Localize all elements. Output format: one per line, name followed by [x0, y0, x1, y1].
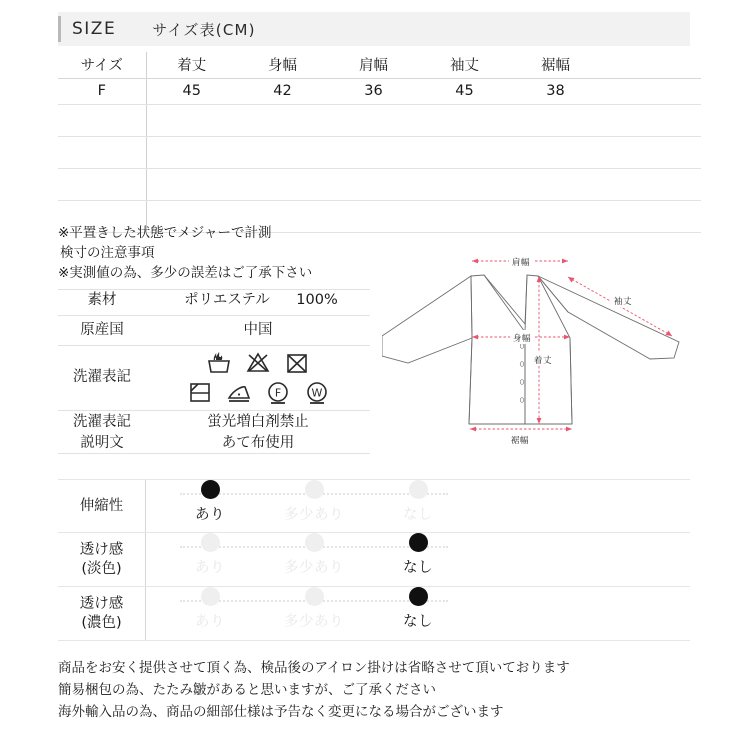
size-table-body: [58, 52, 701, 232]
dryclean-petroleum-f-icon: [265, 379, 291, 405]
rating-dot: [305, 480, 324, 499]
care-symbol-grid: [146, 346, 370, 410]
do-not-bleach-icon: [245, 350, 271, 376]
rating-label-sheerness-light: [58, 533, 146, 586]
rating-label-line-2: (濃色): [81, 614, 122, 631]
size-table-blank-row: [58, 168, 701, 200]
size-cell-chest: 42: [237, 78, 328, 104]
dimension-label-shoulder: 肩幅: [511, 258, 531, 268]
measurement-note-1: ※平置きした状態でメジャーで計測: [58, 225, 272, 241]
rating-option-stretch-1[interactable]: [268, 480, 360, 524]
rating-dot: [201, 587, 220, 606]
dimension-lines: [470, 261, 672, 429]
size-cell-pad: [601, 78, 701, 104]
size-col-header-hem: 裾幅: [510, 52, 601, 78]
size-table: [58, 52, 701, 233]
size-table-blank-row: [58, 136, 701, 168]
spec-value-material: [146, 291, 370, 311]
rating-options: [164, 480, 464, 524]
care-desc-line-2: あて布使用: [221, 434, 295, 451]
care-symbol-row-1: [206, 350, 310, 376]
spec-row-origin: [58, 316, 370, 346]
rating-option-sheerness-light-2[interactable]: [372, 533, 464, 577]
rating-option-sheerness-dark-1[interactable]: [268, 587, 360, 631]
spec-value-care-description: [146, 412, 370, 453]
rating-option-label: 多少あり: [284, 560, 344, 576]
footer-notes: [58, 658, 708, 724]
footer-note-1: 商品をお安く提供させて頂く為、検品後のアイロン掛けは省略させて頂いております: [58, 660, 570, 676]
cardigan-line-drawing: [382, 246, 690, 462]
spec-row-material: [58, 286, 370, 316]
rating-dot: [305, 533, 324, 552]
dimension-label-chest: 身幅: [512, 334, 532, 344]
rating-dot: [409, 587, 428, 606]
button-placket: [520, 344, 523, 403]
size-col-header-chest: 身幅: [237, 52, 328, 78]
rating-row-stretch: [58, 479, 690, 533]
rating-options: [164, 533, 464, 577]
rating-label-sheerness-dark: [58, 587, 146, 640]
dimension-label-sleeve: 袖丈: [613, 297, 633, 307]
rating-dot: [305, 587, 324, 606]
rating-option-sheerness-light-1[interactable]: [268, 533, 360, 577]
spec-label-origin: 原産国: [80, 321, 124, 338]
dimension-label-length: 着丈: [533, 356, 553, 366]
footer-note-2: 簡易梱包の為、たたみ皺があると思いますが、ご了承ください: [58, 681, 436, 698]
spec-row-care-symbols: [58, 346, 370, 411]
spec-value-origin: 中国: [243, 321, 273, 338]
rating-scale-sheerness-light: [164, 533, 464, 586]
size-col-header-size: サイズ: [58, 52, 146, 78]
rating-options: [164, 587, 464, 631]
rating-option-label: なし: [403, 614, 433, 630]
rating-option-sheerness-light-0[interactable]: [164, 533, 256, 577]
rating-option-label: あり: [195, 614, 225, 630]
measurement-note-3: ※実測値の為、多少の誤差はご了承下さい: [58, 264, 313, 281]
rating-dot: [409, 480, 428, 499]
spec-label-care-description: [58, 412, 146, 453]
rating-label-line-2: (淡色): [81, 560, 122, 577]
header-accent-bar: [58, 16, 61, 42]
svg-text:W: W: [311, 386, 322, 400]
rating-scale-sheerness-dark: [164, 587, 464, 640]
dimension-label-hem: 裾幅: [510, 436, 530, 446]
care-symbol-row-2: [187, 379, 330, 405]
do-not-tumble-dry-icon: [284, 350, 310, 376]
material-percent: 100%: [296, 291, 338, 308]
size-cell-size: F: [58, 78, 146, 104]
size-chart-title: サイズ表(CM): [152, 20, 256, 39]
size-table-blank-row: [58, 104, 701, 136]
rating-label-line-1: 伸縮性: [79, 497, 124, 514]
size-table-header-row: [58, 52, 701, 78]
rating-option-label: 多少あり: [284, 507, 344, 523]
rating-option-stretch-0[interactable]: [164, 480, 256, 524]
garment-measurement-diagram: [382, 246, 690, 462]
size-header: [58, 12, 690, 46]
dry-in-shade-icon: [187, 379, 213, 405]
spec-row-care-description: [58, 412, 370, 454]
size-col-header-shoulder: 肩幅: [328, 52, 419, 78]
size-cell-length: 45: [146, 78, 237, 104]
rating-label-stretch: [58, 480, 146, 532]
rating-option-label: 多少あり: [284, 614, 344, 630]
rating-section: [58, 479, 690, 641]
rating-label-line-1: 透け感: [79, 542, 124, 559]
rating-option-label: あり: [195, 560, 225, 576]
care-desc-line-1: 蛍光増白剤禁止: [207, 414, 309, 430]
rating-option-sheerness-dark-2[interactable]: [372, 587, 464, 631]
dimension-arrowheads: [470, 259, 672, 432]
size-col-header-length: 着丈: [146, 52, 237, 78]
wetclean-w-icon: [304, 379, 330, 405]
size-word: SIZE: [72, 19, 117, 39]
svg-text:F: F: [274, 386, 281, 400]
rating-option-label: あり: [195, 507, 225, 523]
rating-dot: [409, 533, 428, 552]
size-col-header-sleeve: 袖丈: [419, 52, 510, 78]
rating-scale-stretch: [164, 480, 464, 532]
care-desc-label-line-2: 説明文: [80, 434, 124, 451]
size-cell-shoulder: 36: [328, 78, 419, 104]
size-cell-sleeve: 45: [419, 78, 510, 104]
footer-note-3: 海外輸入品の為、商品の細部仕様は予告なく変更になる場合がございます: [58, 703, 504, 720]
hand-wash-icon: [206, 350, 232, 376]
rating-dot: [201, 480, 220, 499]
spec-label-care-symbols: 洗濯表記: [73, 369, 131, 386]
rating-option-label: なし: [403, 560, 433, 576]
measurement-notes: [58, 224, 370, 290]
rating-option-label: なし: [403, 507, 433, 523]
rating-option-stretch-2[interactable]: [372, 480, 464, 524]
rating-row-sheerness-light: [58, 533, 690, 587]
size-col-header-pad: [601, 52, 701, 78]
care-desc-label-line-1: 洗濯表記: [73, 414, 131, 431]
size-table-row: [58, 78, 701, 104]
material-name: ポリエステル: [184, 291, 270, 308]
iron-with-cloth-icon: [226, 379, 252, 405]
measurement-note-2: 検寸の注意事項: [60, 244, 155, 261]
spec-label-material: 素材: [87, 291, 117, 308]
rating-row-sheerness-dark: [58, 587, 690, 641]
rating-dot: [201, 533, 220, 552]
size-cell-hem: 38: [510, 78, 601, 104]
rating-label-line-1: 透け感: [79, 596, 124, 613]
rating-option-sheerness-dark-0[interactable]: [164, 587, 256, 631]
